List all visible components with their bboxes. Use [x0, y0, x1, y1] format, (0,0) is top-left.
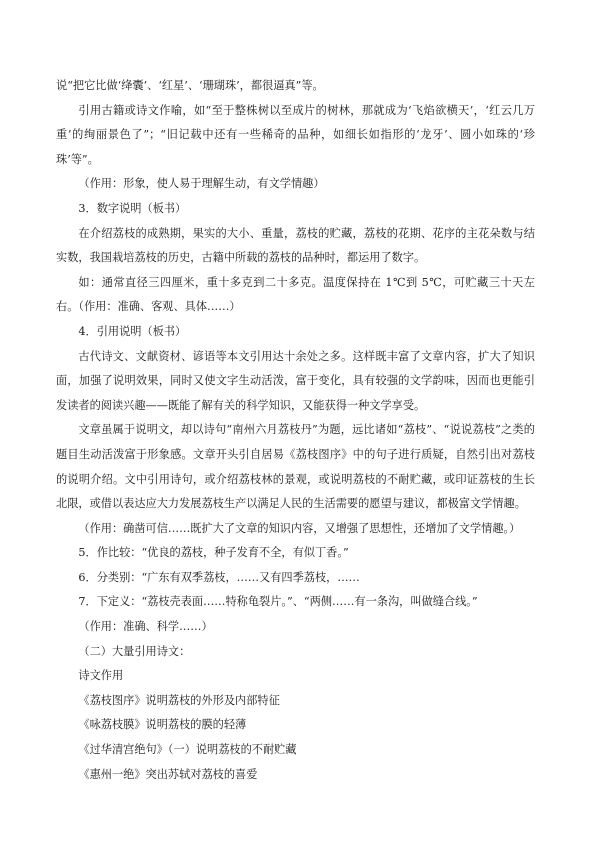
- poem-row-3: 《过华清宫绝句》（一）说明荔枝的不耐贮藏: [78, 743, 297, 757]
- function-note-2: （作用：确凿可信……既扩大了文章的知识内容，又增强了思想性，还增加了文学情趣。）: [78, 521, 521, 535]
- function-note-3: （作用：准确、科学……）: [78, 620, 213, 634]
- paragraph-quote-usage: 古代诗文、文献资材、谚语等本文引用达十余处之多。这样既丰富了文章内容，扩大了知识面，加强了说明效果，同时又使文字生动活泼，富于变化，具有较强的文学韵味，因而也更能引发读者的阅读兴趣——既能了解有关的科学知识，又能获得一种文学享受。: [56, 349, 535, 412]
- paragraph-line-1: 说“把它比做‘绛囊’、‘红星’、‘珊瑚珠’，都很逼真”等。: [56, 79, 324, 92]
- paragraph-quote-metaphor: 引用古籍或诗文作喻，如“至于整株树以至成片的树林，那就成为‘飞焰欲横天’，‘红云几万重’的绚丽景色了”；“旧记载中还有一些稀奇的品种，如细长如指形的‘龙牙’、圆小如珠的‘珍珠’等”。: [56, 103, 535, 166]
- paragraph-number-usage: 在介绍荔枝的成熟期，果实的大小、重量，荔枝的贮藏，荔枝的花期、花序的主花朵数与结实数，我国栽培荔枝的历史，古籍中所载的荔枝的品种时，都运用了数字。: [56, 226, 535, 265]
- poem-row-4: 《惠州一绝》突出苏轼对荔枝的喜爱: [78, 767, 258, 781]
- item-classification: 6．分类别：“广东有双季荔枝，……又有四季荔枝，……: [78, 570, 360, 584]
- paragraph-title-analysis: 文章虽属于说明文，却以诗句“南州六月荔枝丹”为题，远比诸如“荔枝”、“说说荔枝”之类的题目生动活泼富于形象感。文章开头引自居易《荔枝图序》中的句子进行质疑，自然引出对荔枝的说明介绍。文中引用诗句，或介绍荔枝林的景观，或说明荔枝的不耐贮藏，或印证荔枝的生长北限，或借以表达应大力发展荔枝生产以满足人民的生活需要的愿望与建议，都极富文学情趣。: [56, 423, 535, 511]
- function-note-1: （作用：形象，使人易于理解生动，有文学情趣）: [78, 177, 325, 191]
- poem-row-2: 《咏荔枝膜》说明荔枝的膜的轻薄: [78, 718, 247, 732]
- item-definition: 7．下定义：“荔枝壳表面……特称龟裂片。”、“两侧……有一条沟，叫做缝合线。”: [78, 595, 478, 609]
- heading-number-explanation: 3．数字说明（板书）: [78, 201, 187, 215]
- paragraph-number-example: 如：通常直径三四厘米，重十多克到二十多克。温度保持在 1℃到 5℃，可贮藏三十天左右。（作用：准确、客观、具体……）: [56, 275, 535, 314]
- item-comparison: 5．作比较：“优良的荔枝，种子发育不全，有似丁香。”: [78, 546, 349, 560]
- table-header-poem-function: 诗文作用: [78, 669, 124, 683]
- poem-row-1: 《荔枝图序》说明荔枝的外形及内部特征: [78, 693, 280, 707]
- section-heading-poems: （二）大量引用诗文：: [78, 644, 191, 658]
- heading-quote-explanation: 4．引用说明（板书）: [78, 324, 187, 338]
